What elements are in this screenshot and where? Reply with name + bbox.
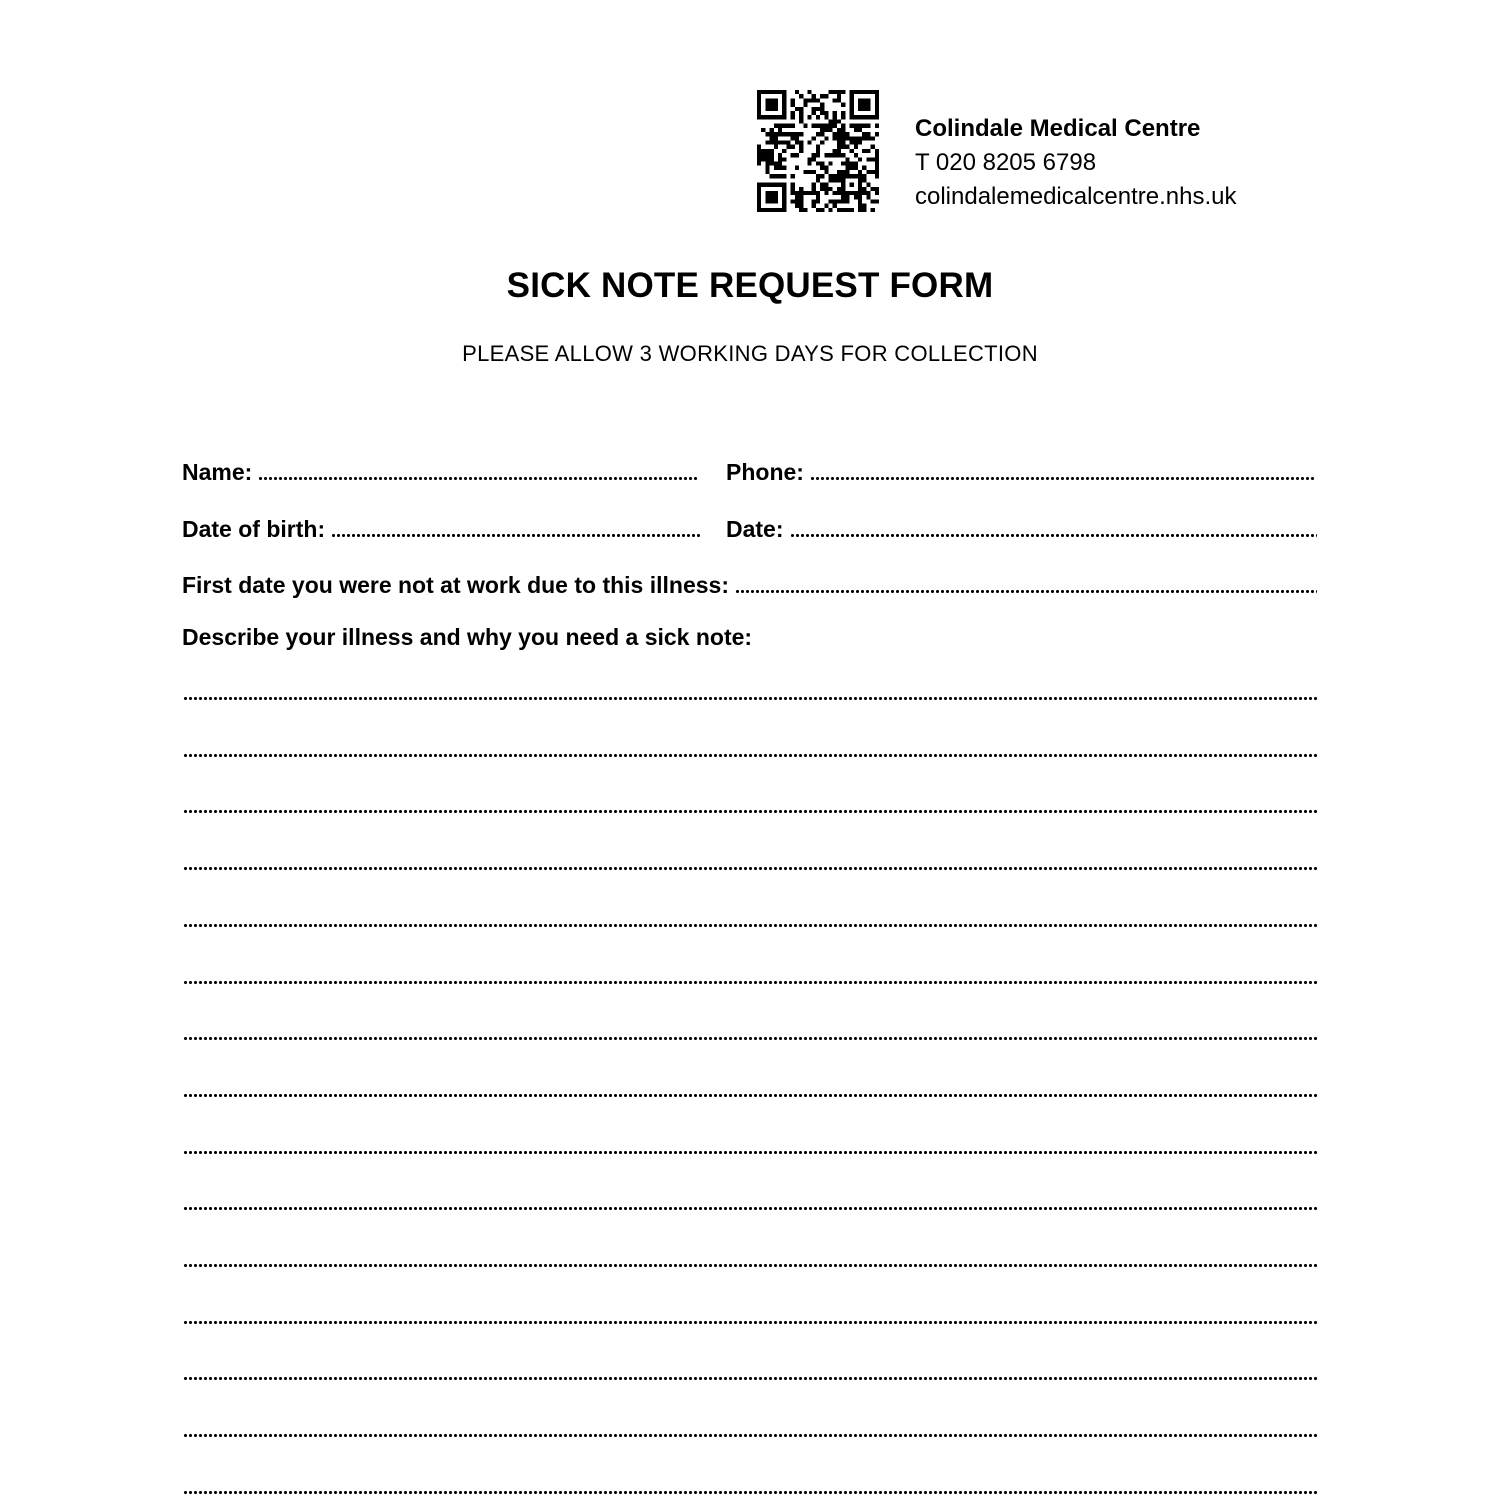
description-line[interactable] bbox=[183, 866, 1317, 871]
description-line[interactable] bbox=[183, 753, 1317, 758]
description-line[interactable] bbox=[183, 1433, 1317, 1438]
description-line[interactable] bbox=[183, 1150, 1317, 1155]
description-lines[interactable] bbox=[183, 696, 1317, 1500]
form-title: SICK NOTE REQUEST FORM bbox=[506, 266, 994, 305]
org-website: colindalemedicalcentre.nhs.uk bbox=[915, 183, 1237, 210]
dob-field[interactable] bbox=[182, 509, 702, 543]
name-label: Name: bbox=[182, 459, 253, 485]
dob-dotted-line[interactable] bbox=[331, 533, 702, 538]
description-line[interactable] bbox=[183, 1320, 1317, 1325]
description-line[interactable] bbox=[183, 696, 1317, 701]
description-line[interactable] bbox=[183, 1093, 1317, 1098]
phone-dotted-line[interactable] bbox=[810, 476, 1314, 481]
description-line[interactable] bbox=[183, 1376, 1317, 1381]
date-label: Date: bbox=[726, 516, 784, 542]
date-field[interactable] bbox=[726, 509, 1317, 543]
date-dotted-line[interactable] bbox=[790, 533, 1317, 538]
org-phone: T 020 8205 6798 bbox=[915, 149, 1097, 176]
description-line[interactable] bbox=[183, 923, 1317, 928]
first-date-field[interactable] bbox=[182, 565, 1317, 599]
name-dotted-line[interactable] bbox=[258, 476, 697, 481]
description-line[interactable] bbox=[183, 809, 1317, 814]
description-line[interactable] bbox=[183, 1206, 1317, 1211]
contact-block bbox=[915, 112, 1237, 214]
description-label: Describe your illness and why you need a sick note: bbox=[182, 624, 753, 650]
description-line[interactable] bbox=[183, 1036, 1317, 1041]
name-field[interactable] bbox=[182, 452, 697, 486]
phone-label: Phone: bbox=[726, 459, 804, 485]
org-name: Colindale Medical Centre bbox=[915, 115, 1201, 142]
phone-field[interactable] bbox=[726, 452, 1314, 486]
description-line[interactable] bbox=[183, 980, 1317, 985]
dob-label: Date of birth: bbox=[182, 516, 326, 542]
first-date-label: First date you were not at work due to this illness: bbox=[182, 572, 729, 598]
form-subtitle: PLEASE ALLOW 3 WORKING DAYS FOR COLLECTION bbox=[462, 341, 1038, 366]
qr-code-icon bbox=[757, 90, 879, 212]
first-date-dotted-line[interactable] bbox=[735, 589, 1317, 594]
description-line[interactable] bbox=[183, 1490, 1317, 1495]
description-line[interactable] bbox=[183, 1263, 1317, 1268]
